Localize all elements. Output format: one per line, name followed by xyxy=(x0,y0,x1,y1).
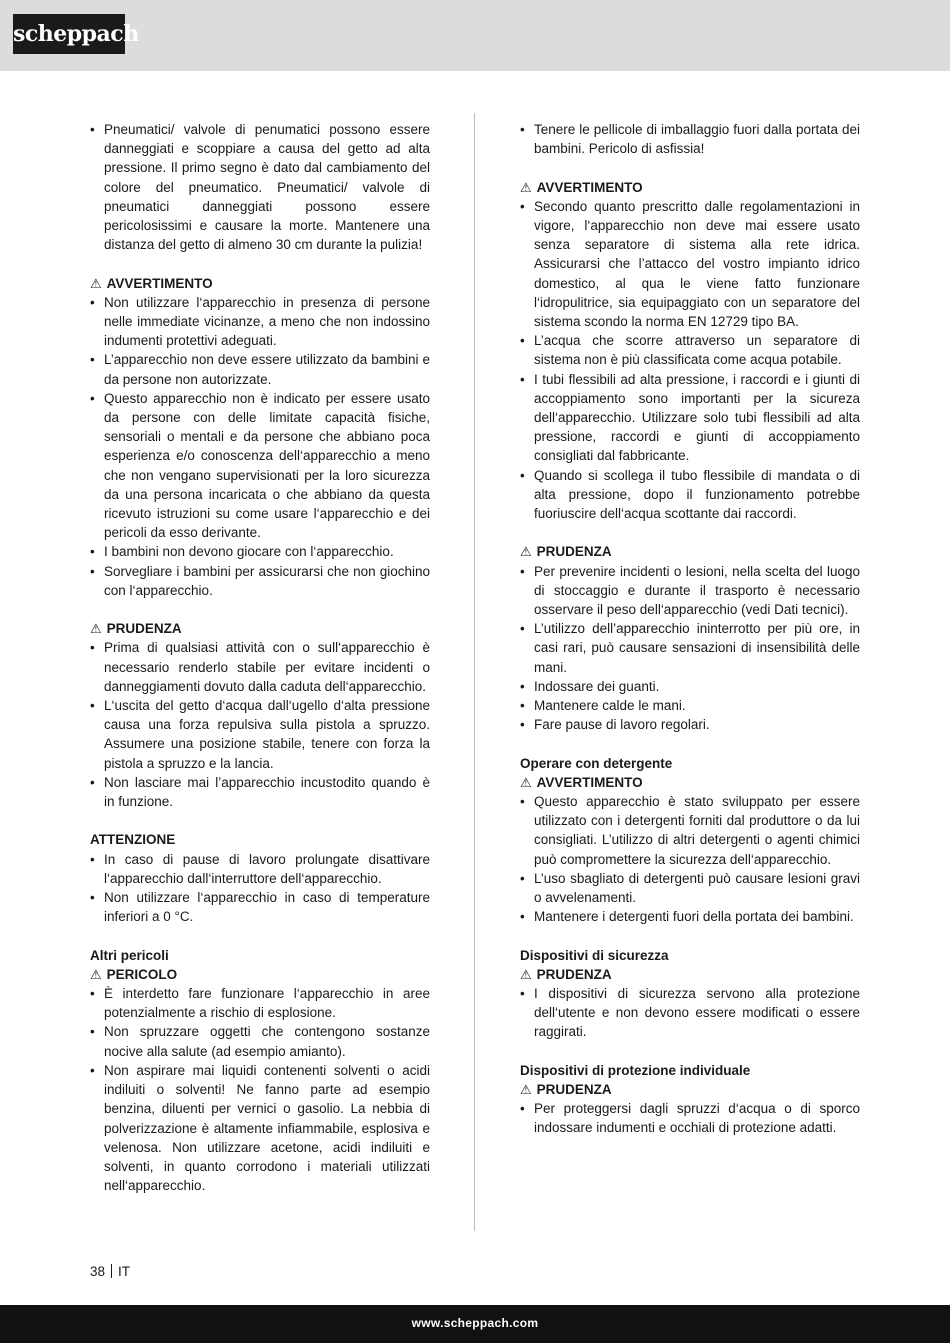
section-heading: Dispositivi di protezione individuale xyxy=(520,1062,751,1078)
footer-url: www.scheppach.com xyxy=(411,1316,539,1330)
warning-text: AVVERTIMENTO xyxy=(106,275,213,291)
bullet-list xyxy=(520,197,860,523)
bullet-item: • L‘uscita del getto d‘acqua dall‘ugello d‘alta pressione causa una forza repulsiva sulla pistola a spruzzo. Assumere una posizione stabile, tenere con forza la pistola a spruzzo e la lancia. xyxy=(90,696,430,773)
section-heading: Operare con detergente xyxy=(520,755,673,771)
warning-label xyxy=(90,619,430,638)
section xyxy=(520,1042,860,1138)
bullet-list xyxy=(520,984,860,1042)
page-number-value: 38 xyxy=(90,1264,106,1279)
section xyxy=(90,600,430,811)
warning-label xyxy=(520,965,860,984)
bullet-item: • In caso di pause di lavoro prolungate disattivare l‘apparecchio dall‘interruttore dell‘apparecchio. xyxy=(90,850,430,888)
section-spacer xyxy=(90,254,430,273)
bullet-item: • Per proteggersi dagli spruzzi d‘acqua o di sporco indossare indumenti e occhiali di protezione adatti. xyxy=(520,1099,860,1137)
bullet-item: • Indossare dei guanti. xyxy=(520,677,860,696)
section xyxy=(520,523,860,734)
section-spacer xyxy=(520,734,860,753)
page-language: IT xyxy=(118,1264,131,1279)
section xyxy=(90,254,430,600)
warning-triangle-icon: ⚠ xyxy=(520,544,532,560)
left-column xyxy=(90,120,430,1195)
warning-text: AVVERTIMENTO xyxy=(536,774,643,790)
section xyxy=(90,811,430,926)
warning-label xyxy=(90,274,430,293)
section-heading: ATTENZIONE xyxy=(90,832,176,848)
section xyxy=(520,734,860,926)
warning-text: PRUDENZA xyxy=(536,966,612,982)
section-spacer xyxy=(520,158,860,177)
bullet-list xyxy=(520,1099,860,1137)
bullet-item: • Mantenere calde le mani. xyxy=(520,696,860,715)
bullet-item: • Prima di qualsiasi attività con o sull‘apparecchio è necessario renderlo stabile per evitare incidenti o danneggiamenti dovuto dalla caduta dell‘apparecchio. xyxy=(90,638,430,696)
header-bar xyxy=(0,0,950,71)
section-heading: Altri pericoli xyxy=(90,947,169,963)
footer-bar xyxy=(0,1305,950,1343)
warning-label xyxy=(520,178,860,197)
section-spacer xyxy=(90,926,430,945)
section xyxy=(520,926,860,1041)
section xyxy=(520,120,860,158)
bullet-item: • Non aspirare mai liquidi contenenti solventi o acidi indiluiti o solventi! Ne fanno parte ad esempio benzina, diluenti per vernici o gasolio. La nebbia di polverizzazione è altamente infiammabile, esplosiva e velenosa. Non utilizzare acetone, acidi indiluiti e solventi, in quanto corrodono i materiali utilizzati nell‘apparecchio. xyxy=(90,1061,430,1195)
section-spacer xyxy=(90,600,430,619)
warning-label xyxy=(90,965,430,984)
bullet-list xyxy=(520,120,860,158)
bullet-item: • Sorvegliare i bambini per assicurarsi che non giochino con l‘apparecchio. xyxy=(90,562,430,600)
bullet-item: • L’acqua che scorre attraverso un separatore di sistema non è più classificata come acqua potabile. xyxy=(520,331,860,369)
bullet-item: • Pneumatici/ valvole di penumatici possono essere danneggiati e scoppiare a causa del getto ad alta pressione. Il primo segno è dato dal cambiamento del colore del pneumatico. Pneumatici/ valvole di pneumatici danneggiati possono essere pericolosissimi e causare la morte. Mantenere una distanza del getto di almeno 30 cm durante la pulizia! xyxy=(90,120,430,254)
bullet-list xyxy=(520,792,860,926)
warning-triangle-icon: ⚠ xyxy=(90,275,102,291)
warning-text: PRUDENZA xyxy=(536,544,612,560)
warning-triangle-icon: ⚠ xyxy=(90,966,102,982)
bullet-item: • I tubi flessibili ad alta pressione, i raccordi e i giunti di accoppiamento sono importanti per la sicureza dell‘apparecchio. Utilizzare solo tubi flessibili ad alta pressione, raccordi e giunti di accoppiamento consigliati dal fabbricante. xyxy=(520,370,860,466)
warning-text: PERICOLO xyxy=(106,966,178,982)
warning-label xyxy=(520,542,860,561)
warning-text: AVVERTIMENTO xyxy=(536,179,643,195)
bullet-item: • Mantenere i detergenti fuori della portata dei bambini. xyxy=(520,907,860,926)
column-divider xyxy=(474,113,475,1231)
bullet-item: • Fare pause di lavoro regolari. xyxy=(520,715,860,734)
bullet-item: • Non utilizzare l‘apparecchio in presenza di persone nelle immediate vicinanze, a meno che non indossino indumenti protettivi adeguati. xyxy=(90,293,430,351)
bullet-item: • L’uso sbagliato di detergenti può causare lesioni gravi o avvelenamenti. xyxy=(520,869,860,907)
bullet-list xyxy=(90,120,430,254)
bullet-item: • I bambini non devono giocare con l‘apparecchio. xyxy=(90,542,430,561)
bullet-item: • Non lasciare mai l’apparecchio incustodito quando è in funzione. xyxy=(90,773,430,811)
warning-text: PRUDENZA xyxy=(106,621,182,637)
section-spacer xyxy=(520,1042,860,1061)
warning-triangle-icon: ⚠ xyxy=(520,179,532,195)
bullet-item: • L’utilizzo dell’apparecchio ininterrotto per più ore, in casi rari, può causare sensazioni di insensibilità delle mani. xyxy=(520,619,860,677)
page-number xyxy=(90,1264,130,1279)
bullet-item: • Questo apparecchio è stato sviluppato per essere utilizzato con i detergenti forniti dal produttore o da lui consigliati. L’utilizzo di altri detergenti o agenti chimici può compromettere la sicurezza dell‘apparecchio. xyxy=(520,792,860,869)
bullet-item: • Non spruzzare oggetti che contengono sostanze nocive alla salute (ad esempio amianto). xyxy=(90,1022,430,1060)
warning-text: PRUDENZA xyxy=(536,1082,612,1098)
bullet-item: • Questo apparecchio non è indicato per essere usato da persone con delle limitate capacità fisiche, sensoriali o mentali e da persone che abbiano poca esperienza e/o conoscenza dell‘apparecchio a meno che non vengano supervisionati per la loro sicurezza da una persona incaricata o che abbiano da questa ricevuto istruzioni su come usare l‘apparecchio e dei pericoli da esso derivante. xyxy=(90,389,430,543)
right-column xyxy=(520,120,860,1138)
warning-label xyxy=(520,773,860,792)
bullet-list xyxy=(90,850,430,927)
bullet-item: • Quando si scollega il tubo flessibile di mandata o di alta pressione, dopo il funzionamento potrebbe fuoriuscire dell‘acqua scottante dai raccordi. xyxy=(520,466,860,524)
bullet-item: • Non utilizzare l‘apparecchio in caso di temperature inferiori a 0 °C. xyxy=(90,888,430,926)
bullet-item: • Tenere le pellicole di imballaggio fuori dalla portata dei bambini. Pericolo di asfissia! xyxy=(520,120,860,158)
bullet-list xyxy=(90,293,430,600)
page-number-separator xyxy=(111,1264,112,1278)
warning-triangle-icon: ⚠ xyxy=(520,774,532,790)
section-spacer xyxy=(520,523,860,542)
section-spacer xyxy=(520,926,860,945)
warning-triangle-icon: ⚠ xyxy=(520,1082,532,1098)
bullet-list xyxy=(520,562,860,735)
warning-triangle-icon: ⚠ xyxy=(90,621,102,637)
bullet-item: • È interdetto fare funzionare l‘apparecchio in aree potenzialmente a rischio di esplosione. xyxy=(90,984,430,1022)
bullet-list xyxy=(90,984,430,1195)
bullet-list xyxy=(90,638,430,811)
warning-label xyxy=(520,1080,860,1099)
bullet-item: • Secondo quanto prescritto dalle regolamentazioni in vigore, l‘apparecchio non deve mai essere usato senza separatore di sistema alla rete idrica. Assicurarsi che l’attacco del vostro impianto idrico domestico, al qua le viene fatto funzionare l‘idropulitrice, sia equipaggiato con un separatore del sistema scondo la norma EN 12729 tipo BA. xyxy=(520,197,860,331)
bullet-item: • I dispositivi di sicurezza servono alla protezione dell‘utente e non devono essere modificati o essere raggirati. xyxy=(520,984,860,1042)
warning-triangle-icon: ⚠ xyxy=(520,966,532,982)
section xyxy=(90,926,430,1195)
section-spacer xyxy=(90,811,430,830)
section xyxy=(90,120,430,254)
scheppach-logo: scheppach xyxy=(13,14,125,54)
bullet-item: • Per prevenire incidenti o lesioni, nella scelta del luogo di stoccaggio e durante il trasporto è necessario osservare il peso dell‘apparecchio (vedi Dati tecnici). xyxy=(520,562,860,620)
bullet-item: • L’apparecchio non deve essere utilizzato da bambini e da persone non autorizzate. xyxy=(90,350,430,388)
section-heading: Dispositivi di sicurezza xyxy=(520,947,669,963)
section xyxy=(520,158,860,523)
